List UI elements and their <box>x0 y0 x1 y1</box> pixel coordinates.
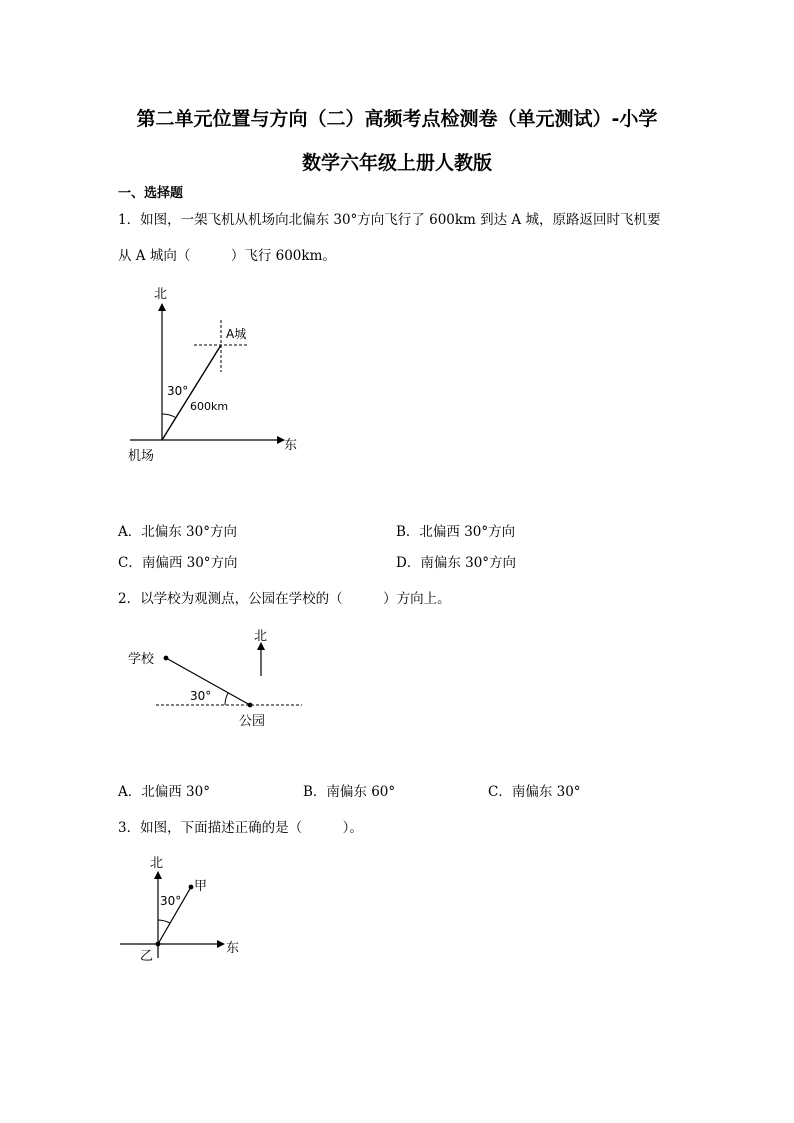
a-city-label: A城 <box>226 327 247 341</box>
question-1-option-b[interactable]: B．北偏西 30°方向 <box>396 524 516 540</box>
question-2-figure <box>118 624 318 736</box>
angle-label: 30° <box>160 894 182 908</box>
question-1-option-d[interactable]: D．南偏东 30°方向 <box>396 555 517 571</box>
east-label: 东 <box>226 941 240 956</box>
origin-label: 机场 <box>128 449 155 464</box>
jia-label: 甲 <box>194 879 208 894</box>
school-point <box>164 656 169 661</box>
yi-label: 乙 <box>140 949 154 964</box>
section-heading: 一、选择题 <box>118 186 184 201</box>
angle-label: 30° <box>167 384 189 398</box>
question-1-option-a[interactable]: A．北偏东 30°方向 <box>118 524 237 540</box>
question-2-option-b[interactable]: B．南偏东 60° <box>303 784 396 800</box>
angle-label: 30° <box>190 689 212 703</box>
north-label: 北 <box>254 629 268 644</box>
school-label: 学校 <box>128 652 155 667</box>
angle-arc <box>225 693 228 705</box>
question-3-figure <box>118 852 258 968</box>
angle-arc <box>162 414 176 418</box>
yi-point <box>156 942 161 947</box>
question-2-option-c[interactable]: C．南偏东 30° <box>488 784 581 800</box>
park-point <box>248 703 253 708</box>
page-title-line2: 数学六年级上册人教版 <box>301 152 492 174</box>
question-2-option-a[interactable]: A．北偏西 30° <box>118 784 210 800</box>
north-label: 北 <box>150 856 164 871</box>
question-1-option-c[interactable]: C．南偏西 30°方向 <box>118 555 238 571</box>
question-1-text-line1: 1．如图，一架飞机从机场向北偏东 30°方向飞行了 600km 到达 A 城，原路返回时飞机要 <box>118 212 661 228</box>
park-label: 公园 <box>239 714 266 729</box>
north-label: 北 <box>154 287 168 302</box>
distance-label: 600km <box>190 400 229 413</box>
angle-arc <box>158 920 170 923</box>
east-label: 东 <box>284 438 298 453</box>
question-3-text: 3．如图，下面描述正确的是（ ）。 <box>118 820 363 836</box>
question-2-text: 2．以学校为观测点，公园在学校的（ ）方向上。 <box>118 591 451 607</box>
page-title-line1: 第二单元位置与方向（二）高频考点检测卷（单元测试）-小学 <box>136 108 658 130</box>
question-1-text-line2: 从 A 城向（ ）飞行 600km。 <box>118 248 336 264</box>
jia-point <box>189 885 194 890</box>
question-1-figure <box>118 284 308 470</box>
